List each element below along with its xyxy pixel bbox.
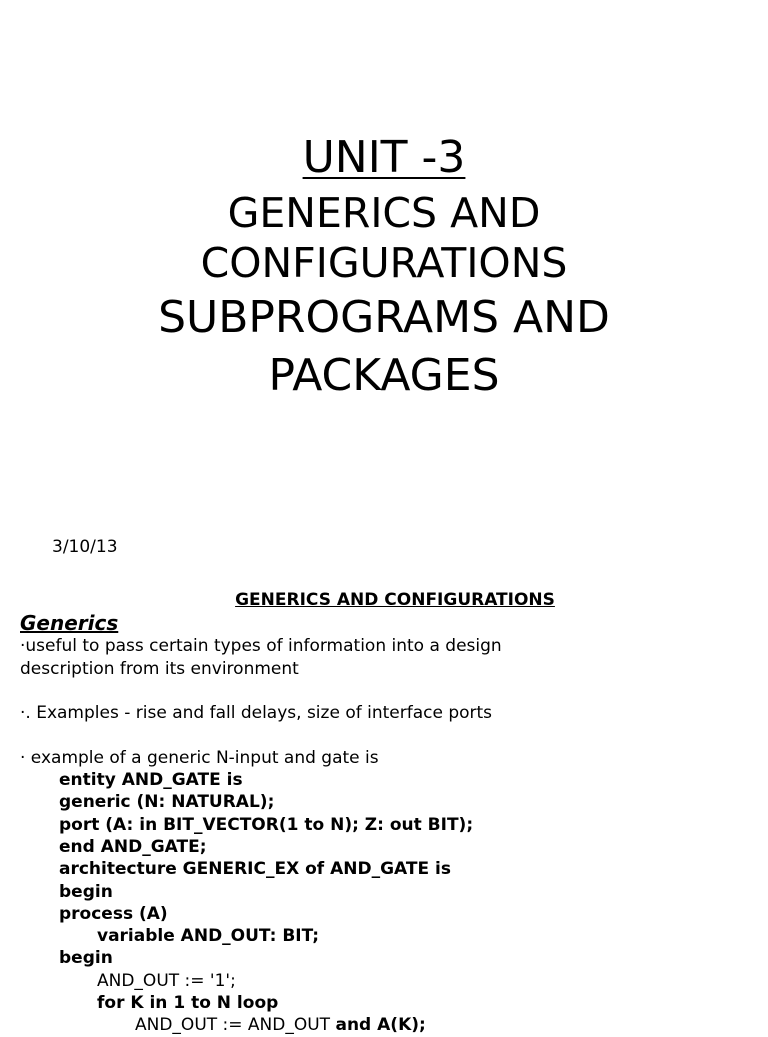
code-line: entity AND_GATE is <box>59 770 243 791</box>
code-line: variable AND_OUT: BIT; <box>97 926 320 947</box>
code-line: for K in 1 to N loop <box>97 993 279 1014</box>
title-line-4: PACKAGES <box>268 350 500 401</box>
paragraph-line: ·useful to pass certain types of information into a design <box>20 636 502 657</box>
code-line: AND_OUT := '1'; <box>97 970 236 991</box>
code-line: generic (N: NATURAL); <box>59 792 275 813</box>
code-line: architecture GENERIC_EX of AND_GATE is <box>59 859 451 880</box>
generics-label: Generics <box>20 611 119 636</box>
spacer <box>20 680 760 702</box>
date-label: 3/10/13 <box>52 537 118 557</box>
page-content <box>20 589 760 1037</box>
title-line-3: SUBPROGRAMS AND <box>158 292 610 343</box>
code-line: begin <box>59 881 113 902</box>
paragraph-line: · example of a generic N-input and gate is <box>20 747 379 768</box>
code-keyword: and A(K); <box>335 1015 426 1036</box>
title-line-2: CONFIGURATIONS <box>200 239 568 287</box>
code-line: port (A: in BIT_VECTOR(1 to N); Z: out BIT); <box>59 814 474 835</box>
code-line: process (A) <box>59 903 168 924</box>
paragraph-line: ·. Examples - rise and fall delays, size of interface ports <box>20 703 493 724</box>
code-line: begin <box>59 948 113 969</box>
section-heading: GENERICS AND CONFIGURATIONS <box>235 590 555 610</box>
title-line-1: GENERICS AND <box>227 189 541 237</box>
code-line <box>20 1014 760 1036</box>
slide-title-block <box>0 132 768 404</box>
code-line: end AND_GATE; <box>59 836 207 857</box>
spacer <box>20 724 760 746</box>
paragraph-line: description from its environment <box>20 658 299 679</box>
code-text: AND_OUT := AND_OUT <box>135 1015 336 1036</box>
unit-title: UNIT -3 <box>302 132 466 183</box>
